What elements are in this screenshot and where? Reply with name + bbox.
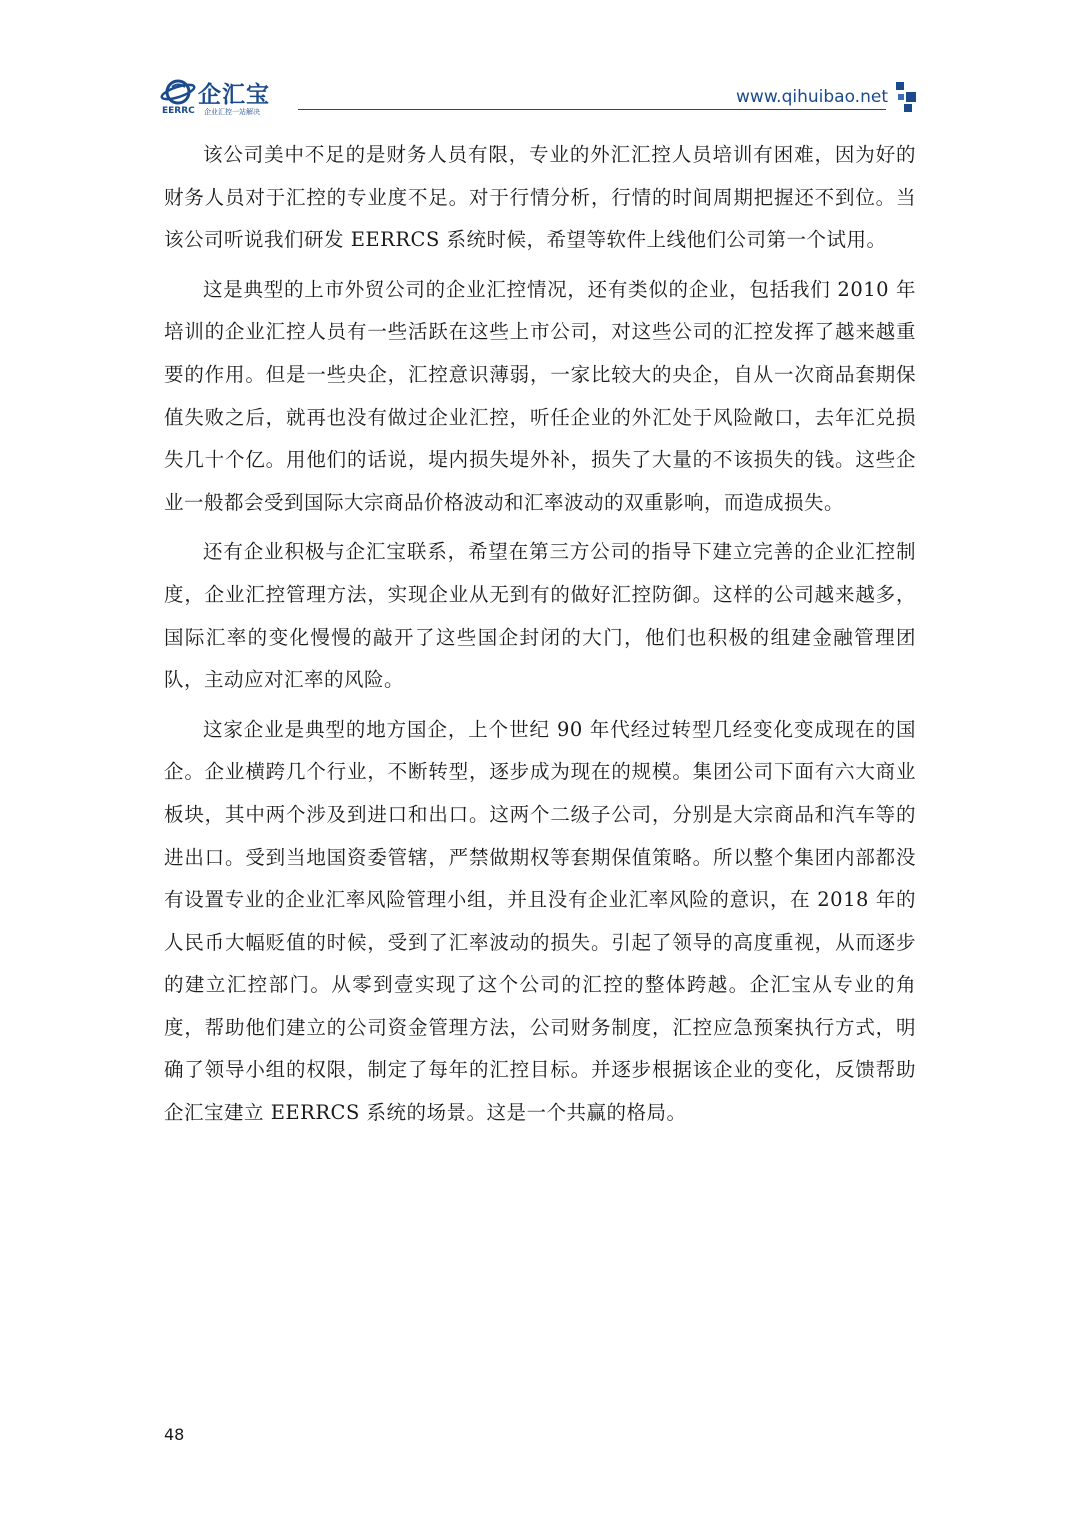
paragraph: 还有企业积极与企汇宝联系，希望在第三方公司的指导下建立完善的企业汇控制度，企业汇控管理方法，实现企业从无到有的做好汇控防御。这样的公司越来越多，国际汇率的变化慢慢的敲开了这些国企封闭的大门，他们也积极的组建金融管理团队，主动应对汇率的风险。 [164, 540, 916, 692]
paragraph: 这家企业是典型的地方国企，上个世纪 90 年代经过转型几经变化变成现在的国企。企业横跨几个行业，不断转型，逐步成为现在的规模。集团公司下面有六大商业板块，其中两个涉及到进口和出口。这两个二级子公司，分别是大宗商品和汽车等的进出口。受到当地国资委管辖，严禁做期权等套期保值策略。所以整个集团内部都没有设置专业的企业汇率风险管理小组，并且没有企业汇率风险的意识，在 2018 年的人民币大幅贬值的时候，受到了汇率波动的损失。引起了领导的高度重视，从而逐步的建立汇控部门。从零到壹实现了这个公司的汇控的整体跨越。企汇宝从专业的角度，帮助他们建立的公司资金管理方法，公司财务制度，汇控应急预案执行方式，明确了领导小组的权限，制定了每年的汇控目标。并逐步根据该企业的变化，反馈帮助企汇宝建立 EERRCS 系统的场景。这是一个共赢的格局。 [164, 717, 916, 1125]
article-body [164, 134, 916, 1142]
globe-logo-icon [160, 76, 200, 108]
header-divider [298, 109, 886, 110]
pixel-blocks-icon [896, 82, 920, 112]
logo-english-name: EERRC [162, 106, 195, 116]
company-logo [160, 76, 290, 120]
page-header [160, 76, 920, 120]
logo-slogan: 企业汇控一站解决 [204, 108, 260, 116]
page-number: 48 [164, 1425, 185, 1444]
paragraph: 该公司美中不足的是财务人员有限，专业的外汇汇控人员培训有困难，因为好的财务人员对于汇控的专业度不足。对于行情分析，行情的时间周期把握还不到位。当该公司听说我们研发 EERRCS 系统时候，希望等软件上线他们公司第一个试用。 [164, 143, 916, 252]
logo-chinese-name: 企汇宝 [198, 82, 270, 108]
paragraph: 这是典型的上市外贸公司的企业汇控情况，还有类似的企业，包括我们 2010 年培训的企业汇控人员有一些活跃在这些上市公司，对这些公司的汇控发挥了越来越重要的作用。但是一些央企，汇控意识薄弱，一家比较大的央企，自从一次商品套期保值失败之后，就再也没有做过企业汇控，听任企业的外汇处于风险敞口，去年汇兑损失几十个亿。用他们的话说，堤内损失堤外补，损失了大量的不该损失的钱。这些企业一般都会受到国际大宗商品价格波动和汇率波动的双重影响，而造成损失。 [164, 277, 916, 514]
website-url[interactable]: www.qihuibao.net [736, 87, 888, 107]
